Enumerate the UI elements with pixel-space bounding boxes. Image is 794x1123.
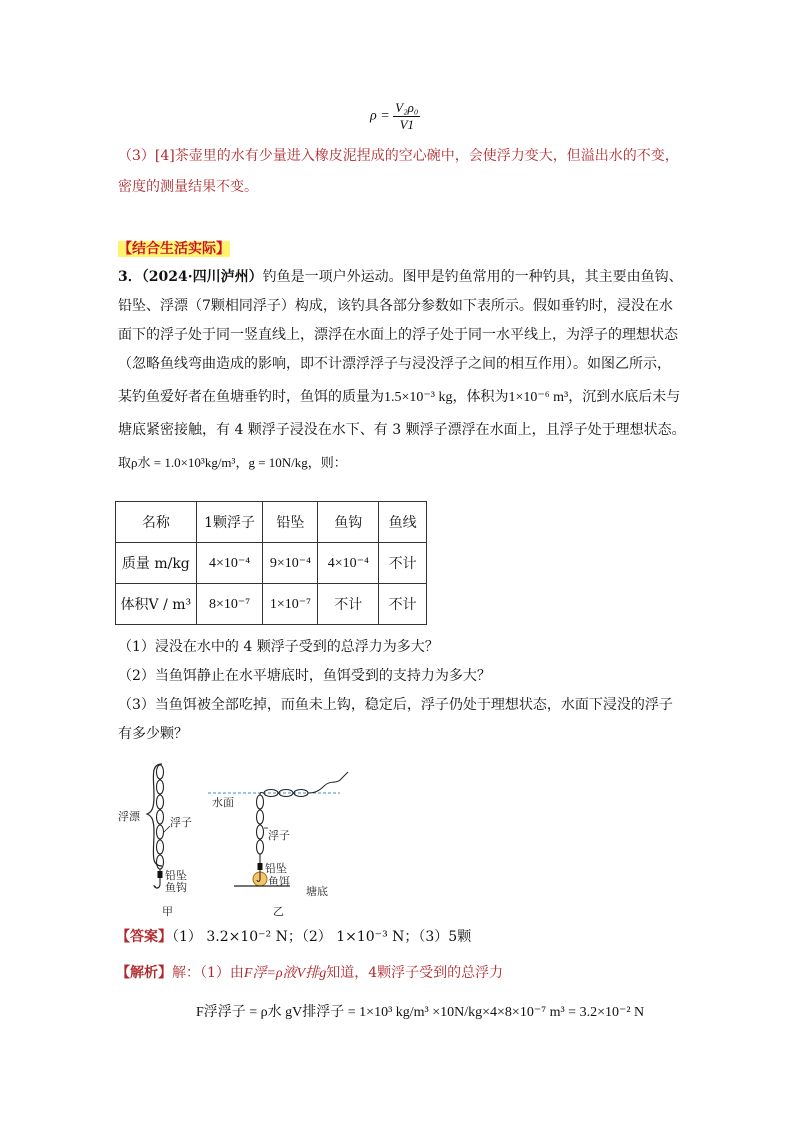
question-line2: 铅坠、浮漂（7颗相同浮子）构成，该钓具各部分参数如下表所示。假如垂钓时，浸没在水 [118,298,673,314]
formula-lhs: ρ = [370,108,390,124]
sinker-label-right: 铅坠 [265,862,287,875]
question-source: （2024·四川泸州） [141,269,263,285]
buoyancy-formula: F浮=ρ液V排g [243,966,327,981]
question-line5-b: ，体积为 [452,389,509,405]
question-line5 [118,383,688,412]
question-line1 [118,263,688,292]
part3-answer [118,143,688,201]
subquestion-2: （2）当鱼饵静止在水平塘底时，鱼饵受到的支持力为多大？ [118,668,491,684]
gravity-constant: g = 10N/kg [248,455,308,470]
bait-volume: 1×10⁻⁶ m³ [508,390,569,405]
table-cell: 9×10⁻⁴ [263,543,318,584]
figure-caption-left: 甲 [162,905,173,918]
hook-left [154,878,160,888]
fishing-figure [110,758,370,923]
bobber-label-right: 浮子 [268,829,290,842]
fishing-line [308,772,348,793]
question-line7-a: 取 [118,456,132,471]
table-header-cell: 名称 [116,502,197,543]
question-text [118,263,688,478]
final-formula: F浮浮子 = ρ水 gV排浮子 = 1×10³ kg/m³ ×10N/kg×4×8×10⁻⁷ m³ = 3.2×10⁻² N [196,1005,645,1020]
table-row [116,543,427,584]
table-cell: 8×10⁻⁷ [196,584,263,625]
analysis-text-a: 解：（1）由 [172,965,244,981]
question-line1-text: 钓鱼是一项户外运动。图甲是钓鱼常用的一种钓具，其主要由鱼钩、 [262,269,683,285]
table-header-cell: 鱼线 [379,502,427,543]
bobber-chain-left [157,765,164,872]
question-line6: 塘底紧密接触，有 4 颗浮子浸没在水下、有 3 颗浮子漂浮在水面上，且浮子处于理想状态。 [118,422,686,438]
float-label: 浮漂 [118,810,140,823]
question-line7-c: ，则： [307,456,347,471]
water-label: 水面 [212,796,234,809]
answer-tag: 【答案】 [116,929,172,945]
bait-label: 鱼饵 [268,875,290,888]
subquestion-3: （3）当鱼饵被全部吃掉，而鱼未上钩，稳定后，浮子仍处于理想状态，水面下浸没的浮子 [118,697,673,713]
bottom-label: 塘底 [306,885,328,898]
analysis-line [116,960,503,987]
formula-numerator: V₂ρ₀ [395,100,419,115]
analysis-tag: 【解析】 [116,965,172,981]
table-cell: 4×10⁻⁴ [318,543,379,584]
table-cell: 质量 m/kg [116,543,197,584]
density-formula [370,100,420,133]
figure-caption-right: 乙 [273,905,284,918]
part3-answer-line1: （3）[4]茶壶里的水有少量进入橡皮泥捏成的空心碗中，会使浮力变大，但溢出水的不变， [118,148,679,164]
parameter-table [115,501,427,625]
formula-denominator: V1 [399,117,415,132]
table-cell: 不计 [379,584,427,625]
answer-line [116,924,471,950]
subquestions [118,633,688,749]
bait-mass: 1.5×10⁻³ kg [384,390,453,405]
question-line4: （忽略鱼线弯曲造成的影响，即不计漂浮浮子与浸没浮子之间的相互作用）。如图乙所示， [118,356,671,372]
table-row [116,584,427,625]
section-tag [118,238,230,258]
table-cell: 体积V / m³ [116,584,197,625]
table-header-cell: 铅坠 [263,502,318,543]
hook-label-left: 鱼钩 [165,881,187,894]
section-tag-label: 【结合生活实际】 [118,241,230,257]
part3-answer-line2: 密度的测量结果不变。 [118,178,258,195]
sinker-left [158,871,163,878]
formula-fraction [393,100,420,133]
table-cell: 4×10⁻⁴ [196,543,263,584]
subquestion-3-cont: 有多少颗？ [118,726,188,742]
question-line7-b: ， [235,456,249,471]
table-header-row [116,502,427,543]
sinker-label-left: 铅坠 [165,869,187,882]
question-line5-c: ，沉到水底后未与 [568,389,681,405]
question-line5-a: 某钓鱼爱好者在鱼塘垂钓时，鱼饵的质量为 [118,389,384,405]
subquestion-1: （1）浸没在水中的 4 颗浮子受到的总浮力为多大？ [118,639,439,655]
table-header-cell: 1颗浮子 [196,502,263,543]
table-cell: 不计 [318,584,379,625]
question-number: 3． [118,269,142,285]
question-line7 [118,448,688,478]
sinker-right [258,863,263,870]
table-header-cell: 鱼钩 [318,502,379,543]
table-cell: 不计 [379,543,427,584]
submerged-bobbers [257,793,265,864]
question-line3: 面下的浮子处于同一竖直线上，漂浮在水面上的浮子处于同一水平线上，为浮子的理想状态 [118,327,678,343]
table-cell: 1×10⁻⁷ [263,584,318,625]
analysis-text-b: 知道，4颗浮子受到的总浮力 [326,965,504,981]
answer-text: （1） 3.2×10⁻² N；（2） 1×10⁻³ N；（3）5颗 [172,929,472,945]
water-density: ρ水 = 1.0×10³kg/m³ [131,455,236,470]
bobber-label-left: 浮子 [170,816,192,829]
